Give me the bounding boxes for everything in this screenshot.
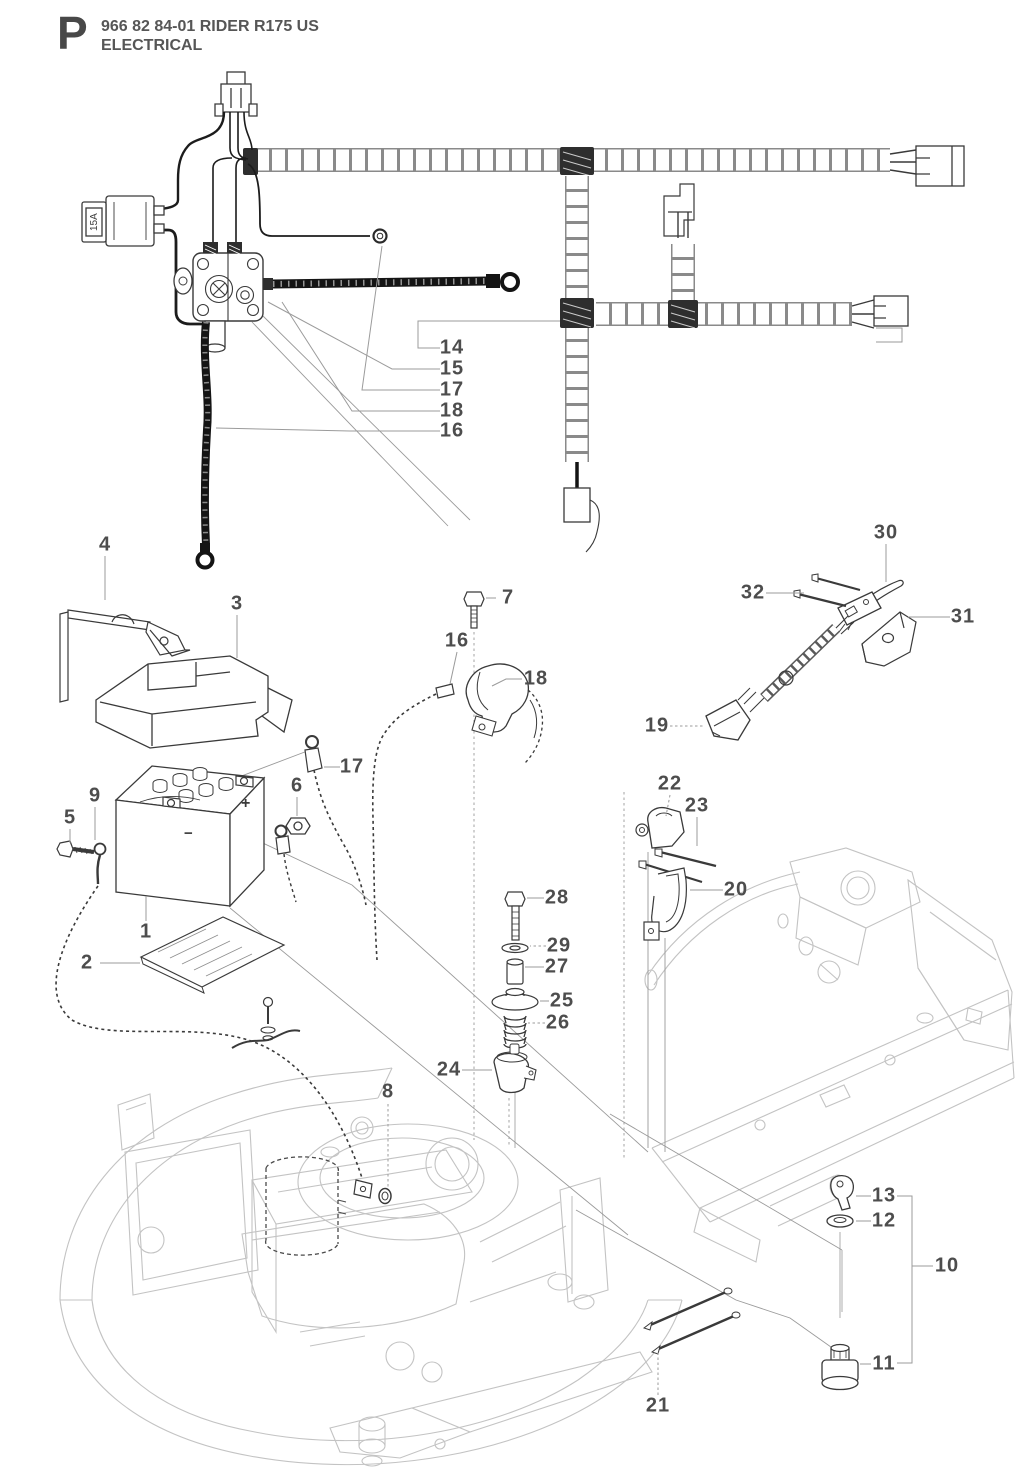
callout-11: 11 bbox=[872, 1352, 896, 1375]
callout-1: 1 bbox=[139, 920, 153, 943]
callout-32: 32 bbox=[740, 581, 766, 604]
callout-22: 22 bbox=[657, 772, 683, 795]
page-title: 966 82 84-01 RIDER R175 US bbox=[101, 18, 319, 35]
callout-13: 13 bbox=[871, 1184, 897, 1207]
callout-30: 30 bbox=[873, 521, 899, 544]
callout-23: 23 bbox=[684, 794, 710, 817]
page-subtitle: ELECTRICAL bbox=[101, 37, 203, 54]
callout-7: 7 bbox=[501, 586, 515, 609]
callout-3: 3 bbox=[230, 592, 244, 615]
callout-31: 31 bbox=[950, 605, 976, 628]
section-letter: P bbox=[57, 7, 88, 59]
battery-minus-mark: − bbox=[184, 825, 193, 842]
callout-17: 17 bbox=[339, 755, 365, 778]
callout-9: 9 bbox=[88, 784, 102, 807]
callout-25: 25 bbox=[549, 989, 575, 1012]
callout-4: 4 bbox=[98, 533, 112, 556]
battery-plus-mark: + bbox=[241, 795, 251, 812]
callout-5: 5 bbox=[63, 806, 77, 829]
fuse-rating-label: 15A bbox=[89, 213, 100, 231]
callout-29: 29 bbox=[546, 934, 572, 957]
callout-28: 28 bbox=[544, 886, 570, 909]
callout-6: 6 bbox=[290, 774, 304, 797]
callout-16: 16 bbox=[439, 419, 465, 442]
callout-21: 21 bbox=[645, 1394, 671, 1417]
callout-14: 14 bbox=[439, 336, 465, 359]
callout-18: 18 bbox=[523, 667, 549, 690]
callout-16: 16 bbox=[444, 629, 470, 652]
callout-12: 12 bbox=[871, 1209, 897, 1232]
callout-2: 2 bbox=[80, 951, 94, 974]
callout-18: 18 bbox=[439, 399, 465, 422]
callout-17: 17 bbox=[439, 378, 465, 401]
callout-26: 26 bbox=[545, 1011, 571, 1034]
callout-20: 20 bbox=[723, 878, 749, 901]
callout-19: 19 bbox=[644, 714, 670, 737]
callout-15: 15 bbox=[439, 357, 465, 380]
callout-24: 24 bbox=[436, 1058, 462, 1081]
callout-8: 8 bbox=[381, 1080, 395, 1103]
callout-27: 27 bbox=[544, 955, 570, 978]
callout-10: 10 bbox=[934, 1254, 960, 1277]
